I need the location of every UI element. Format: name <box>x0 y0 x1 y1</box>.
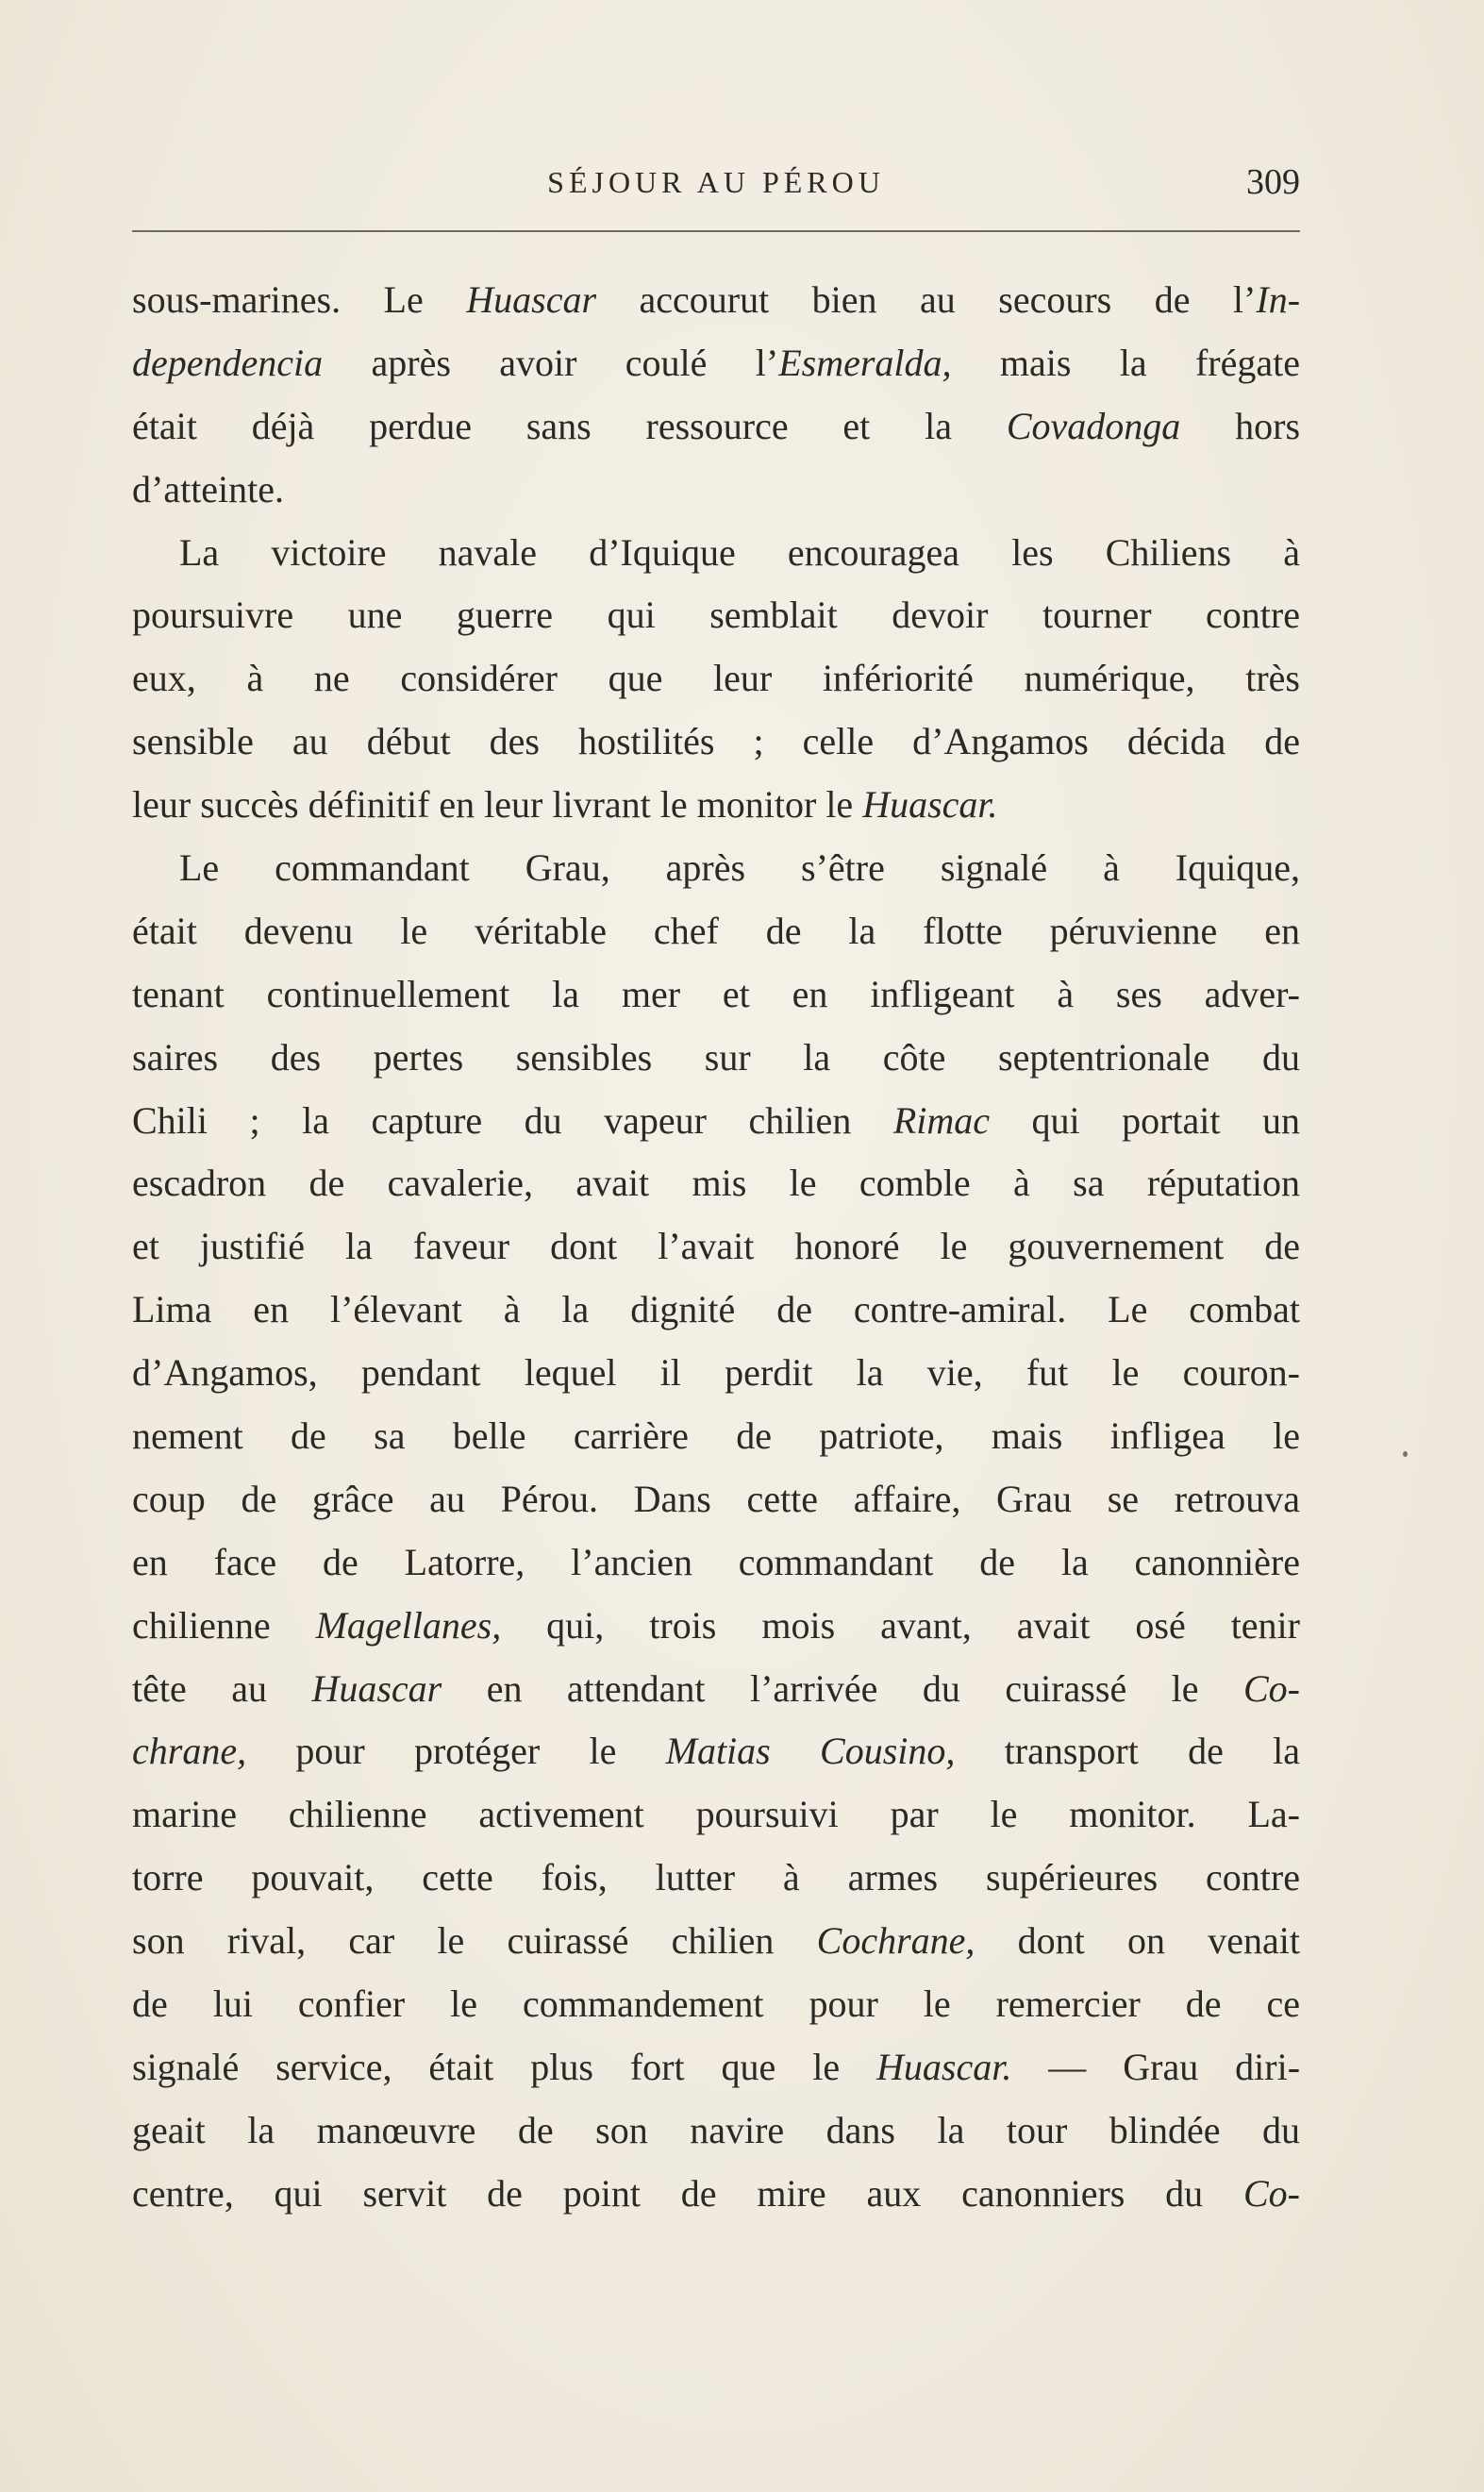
text-run: d’atteinte. <box>132 467 285 510</box>
text-run: était déjà perdue sans ressource et la <box>132 404 1007 447</box>
text-run: leur succès définitif en leur livrant le monitor le <box>132 783 863 827</box>
italic-text-run: Covadonga <box>1006 404 1181 447</box>
text-line <box>132 522 1300 585</box>
text-run: Chili ; la capture du vapeur chilien <box>132 1098 893 1142</box>
italic-text-run: Huascar <box>311 1666 442 1710</box>
text-run: son rival, car le cuirassé chilien <box>132 1919 817 1963</box>
text-run: coup de grâce au Pérou. Dans cette affaire, Grau se retrouva <box>132 1477 1300 1520</box>
text-line <box>132 1279 1300 1342</box>
text-run: La victoire navale d’Iquique encouragea les Chiliens à <box>179 530 1300 574</box>
text-line <box>132 837 1300 900</box>
running-head <box>132 159 1300 206</box>
italic-text-run: Co- <box>1243 1666 1300 1710</box>
text-line <box>132 1720 1300 1783</box>
text-run: mais la frégate <box>951 341 1300 384</box>
text-line <box>132 1847 1300 1910</box>
text-run: en face de Latorre, l’ancien commandant de la canonnière <box>132 1540 1300 1583</box>
text-run: accourut bien au secours de l’ <box>596 278 1257 321</box>
text-run: sous-marines. Le <box>132 278 467 321</box>
text-line <box>132 774 1300 837</box>
text-line <box>132 2163 1300 2226</box>
paper-speck <box>1403 1451 1408 1457</box>
text-run: en attendant l’arrivée du cuirassé le <box>442 1666 1243 1710</box>
italic-text-run: Esmeralda, <box>778 341 952 384</box>
text-run: signalé service, était plus fort que le <box>132 2045 877 2088</box>
italic-text-run: Huascar <box>466 278 597 321</box>
text-run: qui portait un <box>990 1098 1300 1142</box>
text-line <box>132 647 1300 711</box>
text-line <box>132 1090 1300 1153</box>
text-line <box>132 395 1300 459</box>
text-line <box>132 1468 1300 1531</box>
text-run: saires des pertes sensibles sur la côte septentrionale du <box>132 1035 1300 1079</box>
italic-text-run: Rimac <box>892 1098 990 1142</box>
text-line <box>132 900 1300 963</box>
text-run: transport de la <box>955 1730 1300 1773</box>
text-run: était devenu le véritable chef de la flotte péruvienne en <box>132 909 1300 952</box>
text-line <box>132 332 1300 395</box>
text-run: centre, qui servit de point de mire aux canonniers du <box>132 2171 1243 2215</box>
text-run: torre pouvait, cette fois, lutter à armes supérieures contre <box>132 1856 1300 1899</box>
italic-text-run: Huascar. <box>876 2045 1012 2088</box>
text-line <box>132 459 1300 522</box>
text-line <box>132 963 1300 1027</box>
italic-text-run: Magellanes, <box>315 1603 502 1647</box>
text-run: marine chilienne activement poursuivi par le monitor. La- <box>132 1793 1300 1836</box>
text-line <box>132 1531 1300 1595</box>
italic-text-run: Huascar. <box>862 783 998 827</box>
body-text <box>132 269 1300 2226</box>
text-line <box>132 711 1300 774</box>
text-run: tête au <box>132 1666 312 1710</box>
text-line <box>132 1215 1300 1279</box>
text-line <box>132 2099 1300 2163</box>
text-run: dont on venait <box>975 1919 1300 1963</box>
text-run: pour protéger le <box>246 1730 666 1773</box>
italic-text-run: Matias Cousino, <box>665 1730 956 1773</box>
italic-text-run: Cochrane, <box>816 1919 975 1963</box>
text-line <box>132 1595 1300 1658</box>
text-run: nement de sa belle carrière de patriote, mais infligea le <box>132 1414 1300 1458</box>
text-line <box>132 1783 1300 1847</box>
running-title: SÉJOUR AU PÉROU <box>547 165 885 199</box>
text-line <box>132 269 1300 332</box>
text-run: après avoir coulé l’ <box>323 341 779 384</box>
italic-text-run: Co- <box>1243 2171 1300 2215</box>
text-run: qui, trois mois avant, avait osé tenir <box>501 1603 1300 1647</box>
header-rule <box>132 230 1300 232</box>
italic-text-run: dependencia <box>132 341 324 384</box>
text-line <box>132 1405 1300 1468</box>
text-run: tenant continuellement la mer et en infligeant à ses adver- <box>132 972 1300 1015</box>
text-line <box>132 1152 1300 1215</box>
text-run: d’Angamos, pendant lequel il perdit la vie, fut le couron- <box>132 1351 1300 1395</box>
text-run: Lima en l’élevant à la dignité de contre-amiral. Le combat <box>132 1288 1300 1331</box>
text-run: Le commandant Grau, après s’être signalé à Iquique, <box>179 846 1300 890</box>
text-run: escadron de cavalerie, avait mis le comble à sa réputation <box>132 1162 1300 1205</box>
page-number: 309 <box>1246 162 1300 202</box>
text-line <box>132 1973 1300 2036</box>
text-line <box>132 1658 1300 1721</box>
text-run: geait la manœuvre de son navire dans la tour blindée du <box>132 2108 1300 2151</box>
text-run: poursuivre une guerre qui semblait devoir tourner contre <box>132 594 1300 637</box>
text-line <box>132 584 1300 647</box>
text-line <box>132 1910 1300 1973</box>
text-run: sensible au début des hostilités ; celle d’Angamos décida de <box>132 720 1300 763</box>
italic-text-run: In- <box>1256 278 1300 321</box>
text-run: hors <box>1180 404 1300 447</box>
text-line <box>132 1027 1300 1090</box>
text-run: chilienne <box>132 1603 316 1647</box>
text-run: eux, à ne considérer que leur infériorité numérique, très <box>132 657 1300 700</box>
text-run: de lui confier le commandement pour le remercier de ce <box>132 1982 1300 2026</box>
text-run: — Grau diri- <box>1011 2045 1300 2088</box>
text-run: et justifié la faveur dont l’avait honoré le gouvernement de <box>132 1225 1300 1268</box>
text-line <box>132 1342 1300 1405</box>
italic-text-run: chrane, <box>132 1730 247 1773</box>
text-line <box>132 2036 1300 2099</box>
